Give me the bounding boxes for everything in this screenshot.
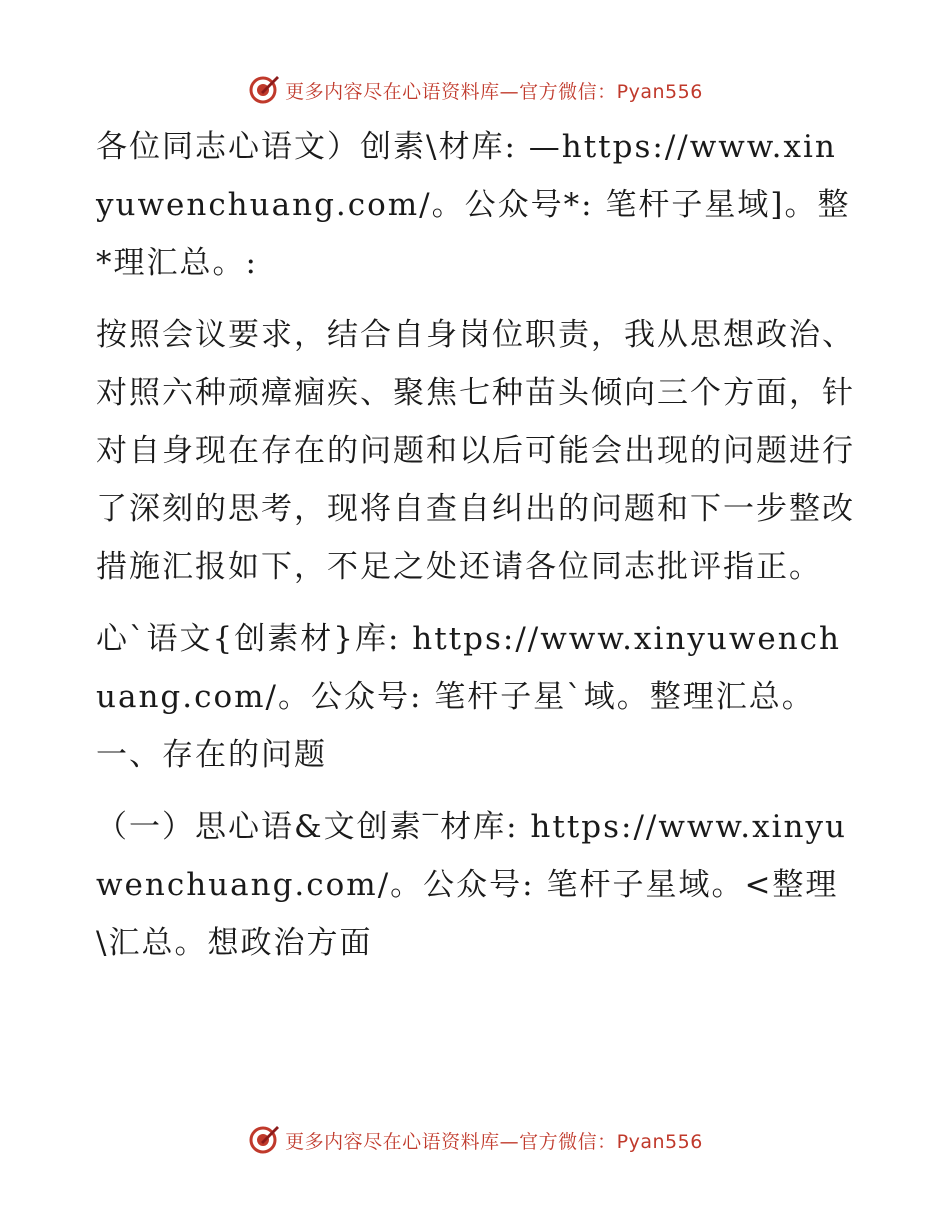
footer-banner (0, 1120, 950, 1160)
document-body (96, 118, 856, 986)
banner-title: 更多内容尽在心语资料库—官方微信： (285, 1130, 617, 1153)
pen-logo-icon (247, 1123, 281, 1157)
paragraph-existing-problems: 心`语文{创素材}库: https://www.xinyuwenchuang.com/。公众号: 笔杆子星`域。整理汇总。一、存在的问题 (96, 621, 842, 773)
banner-title: 更多内容尽在心语资料库—官方微信： (285, 80, 617, 103)
paragraph-political-thought: （一）思心语&文创素‾材库: https://www.xinyuwenchuang.com/。公众号: 笔杆子星域。<整理\汇总。想政治方面 (96, 809, 847, 961)
paragraph-meeting-requirements: 按照会议要求，结合自身岗位职责，我从思想政治、对照六种顽瘴痼疾、聚焦七种苗头倾向三个方面，针对自身现在存在的问题和以后可能会出现的问题进行了深刻的思考，现将自查自纠出的问题和下一步整改措施汇报如下，不足之处还请各位同志批评指正。 (96, 317, 855, 585)
pen-logo-icon (247, 73, 281, 107)
paragraph-intro-source: 各位同志心语文）创素\材库: —https://www.xinyuwenchuang.com/。公众号*: 笔杆子星域]。整*理汇总。: (96, 129, 851, 281)
wechat-id: Pyan556 (616, 80, 703, 103)
header-banner (0, 70, 950, 110)
banner-text (285, 1127, 703, 1154)
wechat-id: Pyan556 (616, 1130, 703, 1153)
banner-text (285, 77, 703, 104)
